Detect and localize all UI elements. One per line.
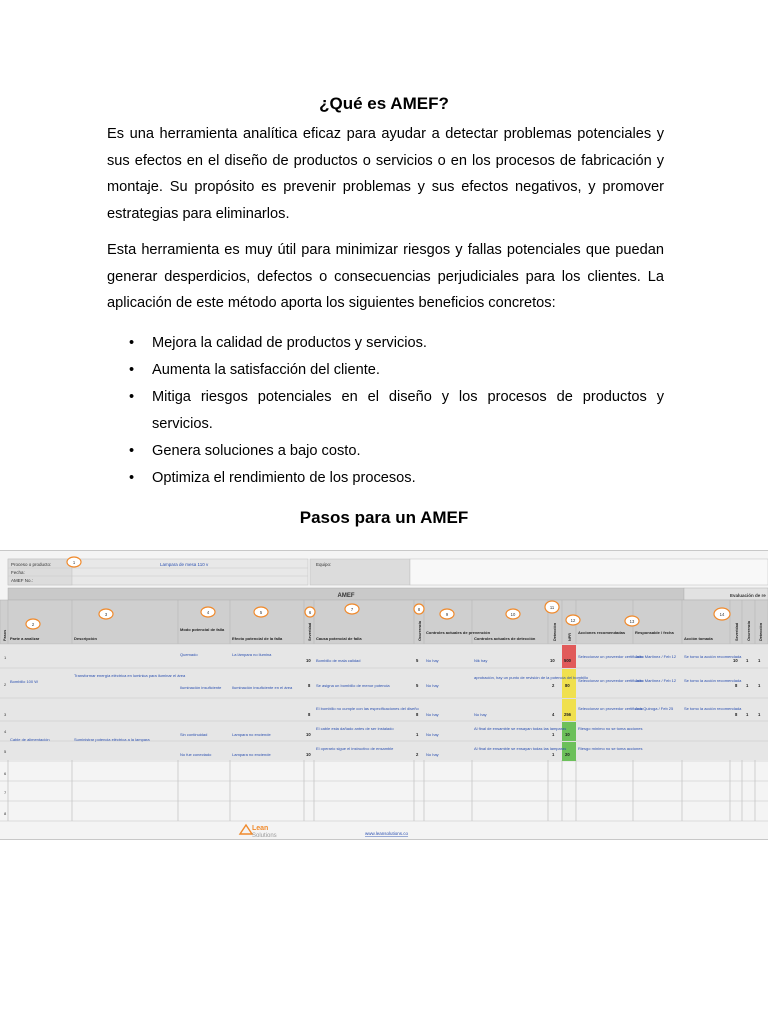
svg-text:1: 1 [552, 732, 555, 737]
parte-bombillo: Bombillo 100 W [10, 679, 39, 684]
svg-text:10: 10 [565, 732, 570, 737]
col-parte: Parte a analizar [10, 636, 40, 641]
svg-text:1: 1 [758, 658, 761, 663]
step-14: 14 [719, 612, 725, 617]
svg-text:Se tomo la acción recomendada: Se tomo la acción recomendada [684, 706, 742, 711]
benefits-intro-paragraph: Esta herramienta es muy útil para minimizar riesgos y fallas potenciales que puedan generar desperdicios, defectos o consecuencias perjudiciales para los clientes. La aplicación de este método aporta los siguientes beneficios concretos: [107, 242, 664, 311]
svg-text:2: 2 [4, 682, 7, 687]
svg-text:No hay: No hay [426, 658, 439, 663]
page-title: ¿Qué es AMEF? [319, 94, 449, 113]
svg-text:8: 8 [308, 683, 311, 688]
svg-text:4: 4 [4, 729, 7, 734]
amef-no-label: AMEF No.: [11, 578, 34, 583]
svg-text:5: 5 [416, 658, 419, 663]
proceso-label: Proceso o producto: [11, 562, 52, 567]
svg-text:8: 8 [308, 712, 311, 717]
svg-text:No hay: No hay [426, 732, 439, 737]
svg-text:Al final de ensamble se ensaya: Al final de ensamble se ensayan todas las lamparas [474, 726, 567, 731]
svg-text:8: 8 [416, 712, 419, 717]
svg-text:Se tomo la acción recomendada: Se tomo la acción recomendada [684, 654, 742, 659]
svg-text:1: 1 [552, 752, 555, 757]
svg-text:El bombillo no cumple con las: El bombillo no cumple con las especificaciones del diseño [316, 706, 419, 711]
step-7: 7 [350, 607, 354, 612]
col-severidad-2: Severidad [735, 622, 739, 641]
list-item: • Genera soluciones a bajo costo. [129, 443, 361, 459]
step-2: 2 [31, 622, 35, 627]
svg-text:1: 1 [746, 658, 749, 663]
svg-text:Lean: Lean [252, 825, 269, 832]
parte-cable: Cable de alimentación [10, 737, 50, 742]
proceso-value: Lampara de mesa 110 v [160, 562, 209, 567]
svg-text:El cable esta dañado antes de: El cable esta dañado antes de ser instalado [316, 726, 394, 731]
amef-spreadsheet-image [0, 550, 768, 840]
col-causa: Causa potencial de falla [316, 636, 362, 641]
svg-text:4: 4 [552, 712, 555, 717]
svg-text:El operario sigue el instructi: El operario sigue el instructivo de ensamble [316, 746, 394, 751]
svg-text:1: 1 [758, 712, 761, 717]
svg-text:8: 8 [4, 811, 7, 816]
svg-text:Jairo Martínez / Feb 12: Jairo Martínez / Feb 12 [635, 654, 677, 659]
svg-text:Jairo Martínez / Feb 12: Jairo Martínez / Feb 12 [635, 678, 677, 683]
svg-text:Iluminación insuficiente en el: Iluminación insuficiente en el área [232, 685, 293, 690]
svg-text:Ana Quiroga / Feb 25: Ana Quiroga / Feb 25 [635, 706, 674, 711]
fecha-label: Fecha: [11, 570, 25, 575]
svg-text:Al final de ensamble se ensaya: Al final de ensamble se ensayan todas las lamparas [474, 746, 567, 751]
svg-text:Seleccionar un proveedor certi: Seleccionar un proveedor certificado [578, 654, 643, 659]
col-efecto: Efecto potencial de la falla [232, 636, 283, 641]
amef-band-title: AMEF [337, 593, 355, 599]
list-item: • Optimiza el rendimiento de los procesos. [129, 470, 416, 486]
svg-text:Solutions: Solutions [252, 833, 277, 839]
svg-text:500: 500 [564, 658, 571, 663]
col-ocurrencia-2: Ocurrencia [747, 620, 751, 641]
svg-text:10: 10 [306, 658, 311, 663]
equipo-label: Equipo: [316, 562, 332, 567]
desc-cable: Suministrar potencia eléctrica a la lampara [74, 737, 150, 742]
col-controles-det: Controles actuales de detección [474, 636, 536, 641]
svg-text:Bombillo de mala calidad: Bombillo de mala calidad [316, 658, 361, 663]
col-deteccion-2: Detección [759, 622, 763, 641]
col-ocurrencia: Ocurrencia [418, 620, 422, 641]
step-11: 11 [549, 605, 555, 610]
svg-text:Riesgo mínimo no se toma accio: Riesgo mínimo no se toma acciones [578, 726, 643, 731]
svg-text:8: 8 [735, 683, 738, 688]
list-item: • Mitiga riesgos potenciales en el diseño y los procesos de productos y servicios. [129, 389, 664, 432]
svg-text:10: 10 [550, 658, 555, 663]
col-descripcion: Descripción [74, 636, 97, 641]
svg-text:256: 256 [564, 712, 571, 717]
npr-cell-yellow-2 [562, 699, 576, 721]
col-modo: Modo potencial de falla [180, 627, 225, 632]
svg-text:Se asigna un bombillo de menor: Se asigna un bombillo de menor potencia [316, 683, 390, 688]
svg-text:Quemado: Quemado [180, 652, 198, 657]
svg-text:Seleccionar un proveedor certi: Seleccionar un proveedor certificado [578, 706, 643, 711]
step-4: 4 [206, 610, 210, 615]
step-10: 10 [510, 612, 516, 617]
benefits-list [131, 330, 664, 492]
website-link: www.leansolutions.co [365, 831, 409, 836]
svg-text:1: 1 [416, 732, 419, 737]
list-item: • Mejora la calidad de productos y servicios. [129, 335, 427, 351]
col-deteccion: Detección [553, 622, 557, 641]
step-12: 12 [570, 618, 576, 623]
svg-text:10: 10 [306, 752, 311, 757]
desc-bombillo: Transformar energía eléctrica en luminica para iluminar el área [74, 673, 186, 678]
col-acciones: Acciones recomendadas [578, 630, 626, 635]
svg-text:No hay: No hay [426, 712, 439, 717]
npr-cell-red [562, 645, 576, 668]
col-responsable: Responsable / fecha [635, 630, 674, 635]
step-6: 6 [308, 610, 312, 615]
svg-text:10: 10 [733, 658, 738, 663]
svg-text:5: 5 [4, 749, 7, 754]
svg-text:10: 10 [306, 732, 311, 737]
svg-text:5: 5 [416, 683, 419, 688]
svg-text:8: 8 [735, 712, 738, 717]
svg-text:2: 2 [552, 683, 555, 688]
col-npr: NPR [568, 632, 572, 641]
svg-text:1: 1 [4, 655, 7, 660]
svg-text:2: 2 [416, 752, 419, 757]
svg-text:80: 80 [565, 683, 570, 688]
svg-text:1: 1 [746, 683, 749, 688]
svg-text:20: 20 [565, 752, 570, 757]
svg-text:No hay: No hay [426, 683, 439, 688]
step-8: 8 [417, 607, 421, 612]
svg-text:Seleccionar un proveedor certi: Seleccionar un proveedor certificado [578, 678, 643, 683]
col-pasos: Pasos [3, 629, 7, 641]
svg-text:Iluminación insuficiente: Iluminación insuficiente [180, 685, 222, 690]
evaluacion-label: Evaluación de re [730, 593, 766, 598]
svg-text:La lámpara no ilumina: La lámpara no ilumina [232, 652, 272, 657]
step-5: 5 [259, 610, 263, 615]
svg-text:7: 7 [4, 790, 7, 795]
svg-text:Se tomo la acción recomendada: Se tomo la acción recomendada [684, 678, 742, 683]
svg-text:Nik hay: Nik hay [474, 658, 488, 663]
svg-text:3: 3 [4, 712, 7, 717]
svg-text:No hay: No hay [426, 752, 439, 757]
step-13: 13 [629, 619, 635, 624]
list-item: • Aumenta la satisfacción del cliente. [129, 362, 380, 378]
step-3: 3 [104, 612, 108, 617]
step-9: 9 [445, 612, 449, 617]
svg-text:6: 6 [4, 771, 7, 776]
svg-text:Lampara no enciende: Lampara no enciende [232, 732, 271, 737]
svg-text:Riesgo mínimo no se toma accio: Riesgo mínimo no se toma acciones [578, 746, 643, 751]
svg-text:Sin continuidad: Sin continuidad [180, 732, 208, 737]
svg-text:No hay: No hay [474, 712, 487, 717]
svg-text:1: 1 [758, 683, 761, 688]
svg-text:Lampara no enciende: Lampara no enciende [232, 752, 271, 757]
col-accion-tomada: Acción tomada [684, 636, 713, 641]
svg-text:No fue conectado: No fue conectado [180, 752, 212, 757]
col-controles-prev: Controles actuales de prevención [426, 630, 491, 635]
step-1: 1 [72, 560, 76, 565]
svg-text:aprobación, hay un punto de re: aprobación, hay un punto de revisión de la potencia del bombillo [474, 675, 589, 680]
intro-paragraph: Es una herramienta analítica eficaz para ayudar a detectar problemas potenciales y sus efectos en el diseño de productos o servicios o en los procesos de fabricación y montaje. Su propósito es prevenir problemas y sus efectos negativos, y promover estrategias para eliminarlos. [107, 126, 664, 222]
svg-text:1: 1 [746, 712, 749, 717]
col-severidad: Severidad [308, 622, 312, 641]
section-title: Pasos para un AMEF [299, 508, 469, 527]
